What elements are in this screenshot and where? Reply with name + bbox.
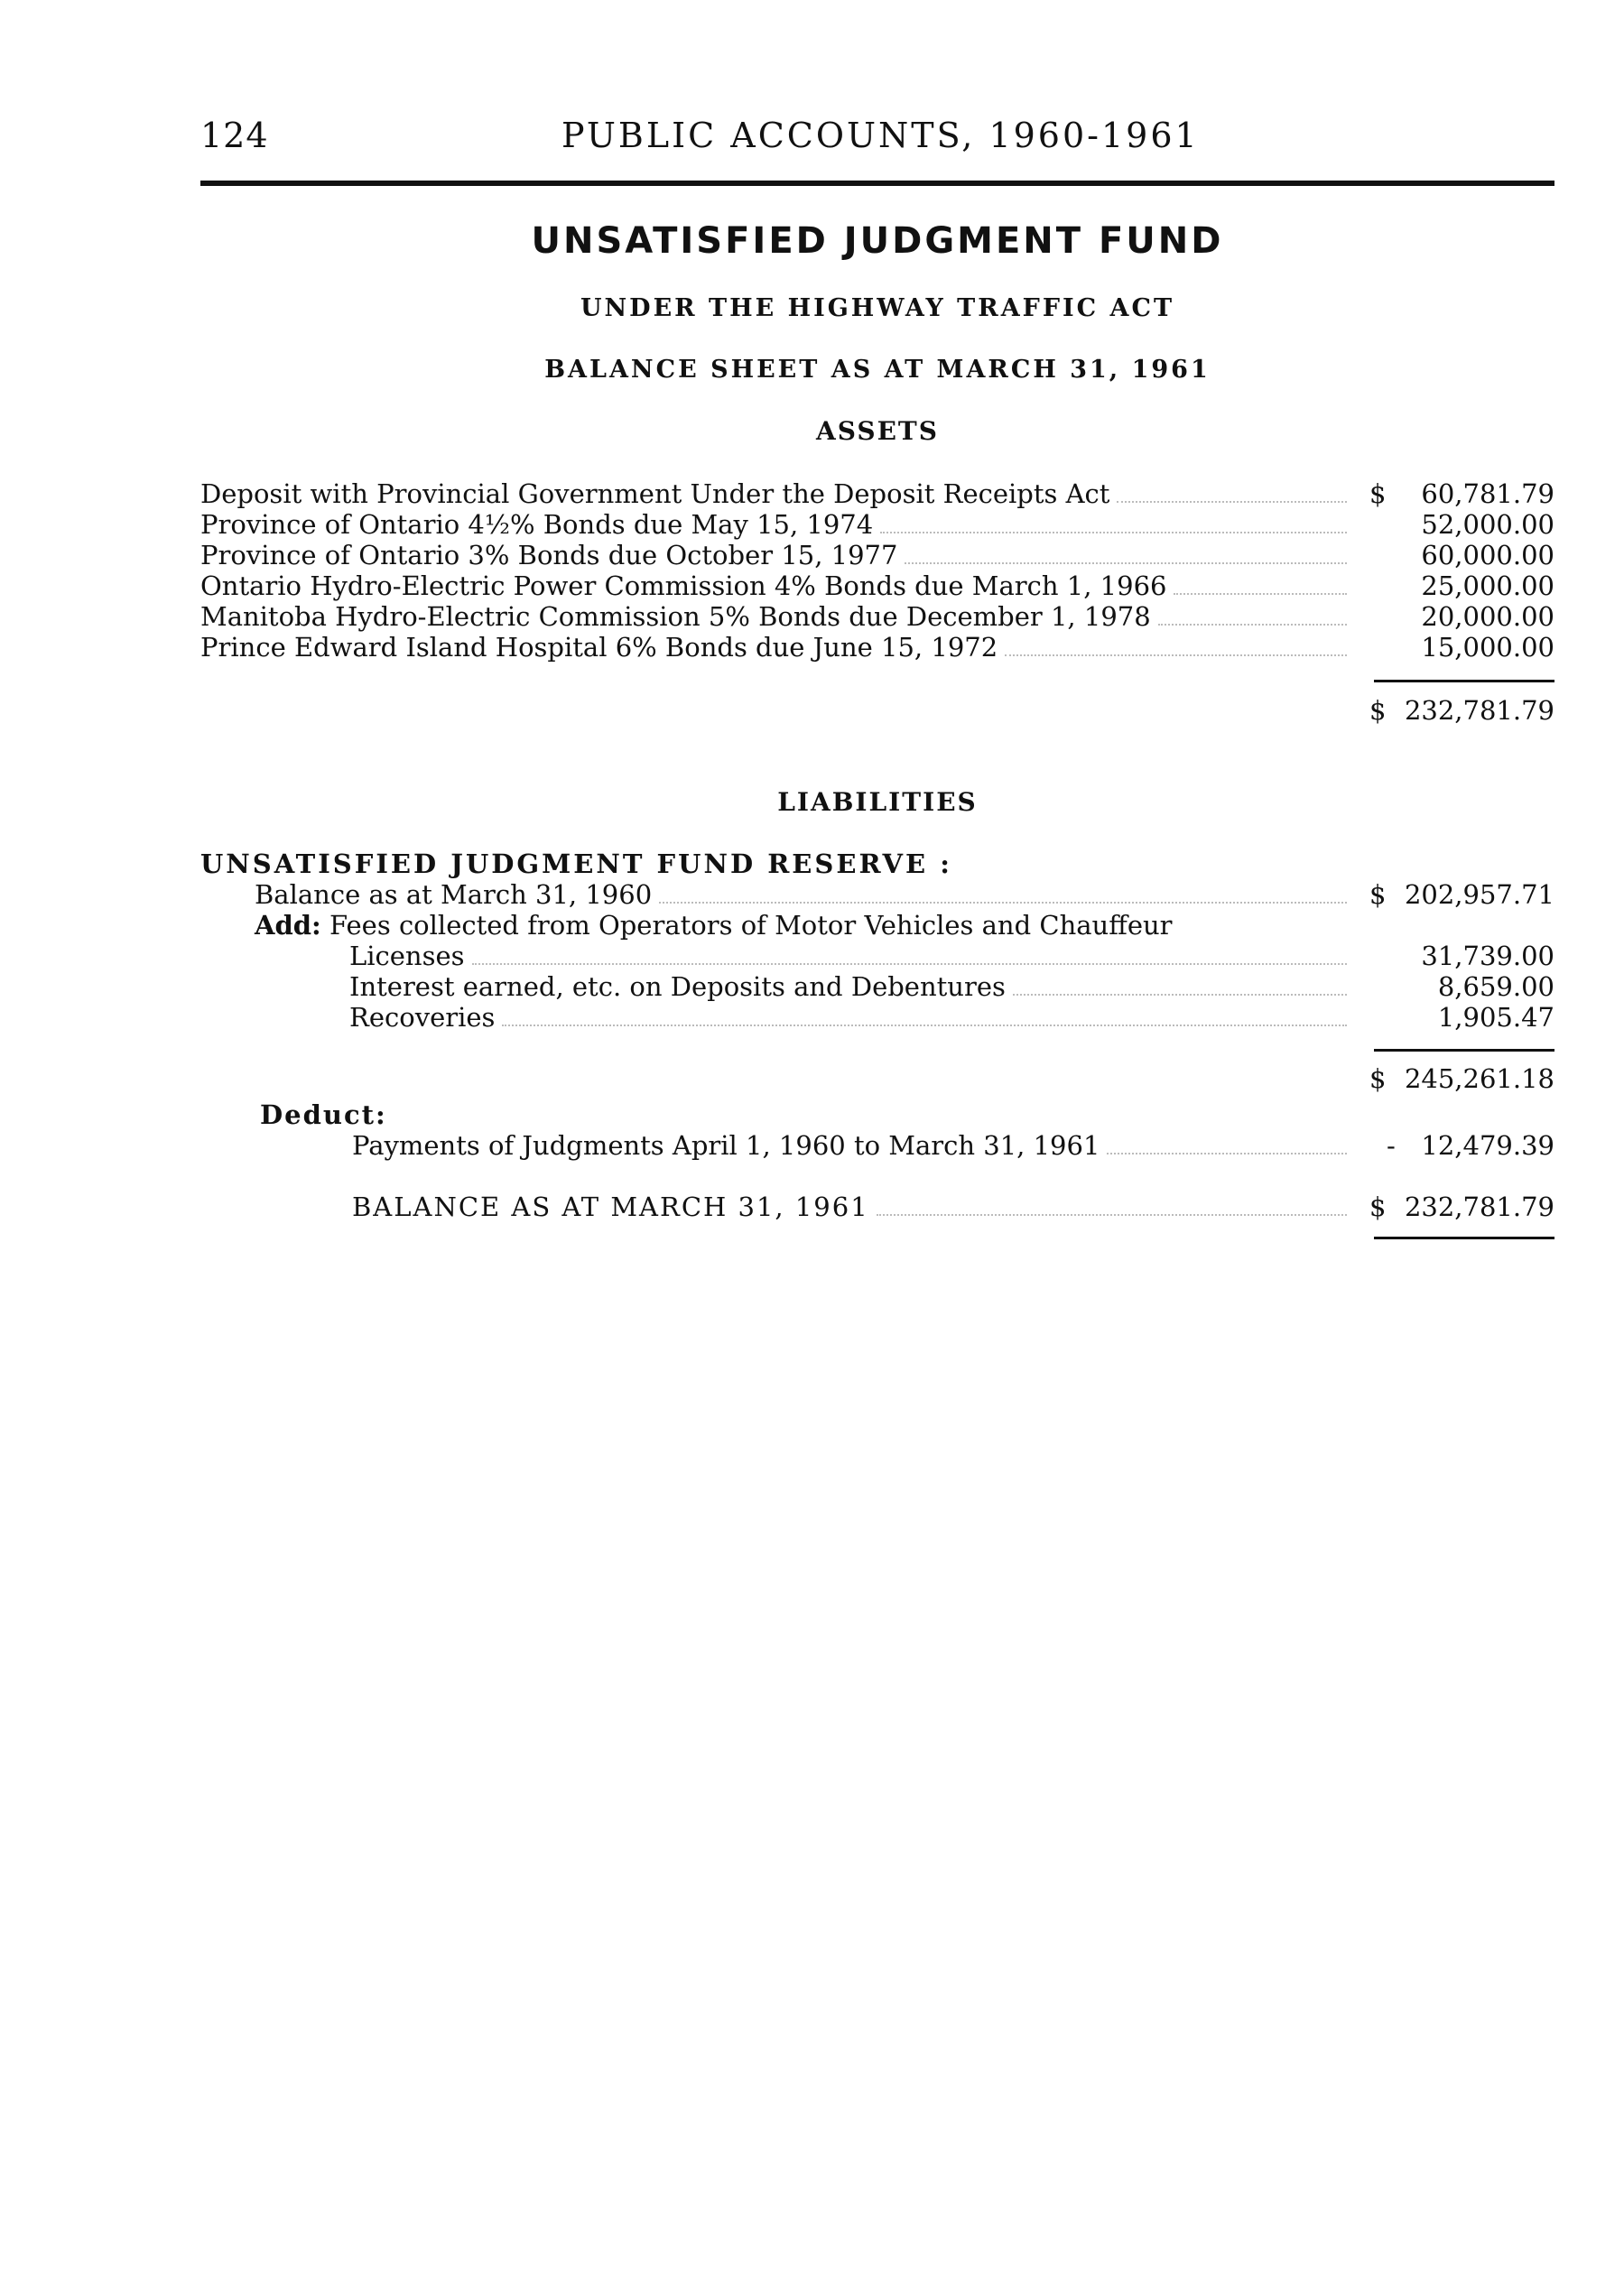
fees-amount: 31,739.00 [1421,941,1554,971]
currency-sign: $ [1369,695,1387,726]
balance-sheet-title: BALANCE SHEET AS AT MARCH 31, 1961 [544,356,1211,384]
recoveries-row [200,1002,1554,1033]
page-number: 124 [200,116,269,155]
dot-leader [502,1025,1347,1026]
payments-label: Payments of Judgments April 1, 1960 to March 31, 1961 [352,1130,1100,1161]
dot-leader [659,902,1347,904]
fees-label-line1: Fees collected from Operators of Motor Vehicles and Chauffeur [329,910,1173,941]
document-subtitle: UNDER THE HIGHWAY TRAFFIC ACT [580,294,1175,322]
header-rule [200,181,1554,186]
assets-total: 232,781.79 [1404,695,1554,726]
payments-amount: 12,479.39 [1421,1130,1554,1161]
dot-leader [880,532,1347,533]
dot-leader [1005,654,1347,656]
asset-row [200,632,1554,663]
assets-total-row [200,695,1554,726]
dot-leader [877,1214,1347,1216]
currency-sign: $ [1369,1063,1387,1094]
asset-amount: 60,781.79 [1421,478,1554,509]
asset-amount: 25,000.00 [1421,570,1554,601]
currency-sign: $ [1369,1191,1387,1222]
balance-amount: 202,957.71 [1404,879,1554,910]
recoveries-label: Recoveries [349,1002,496,1033]
balance-label: Balance as at March 31, 1960 [255,879,653,910]
page-header [200,116,1554,170]
asset-label: Province of Ontario 3% Bonds due October 15, 1977 [200,540,898,570]
dot-leader [1174,593,1347,595]
document-title: UNSATISFIED JUDGMENT FUND [531,220,1224,262]
subtotal-amount: 245,261.18 [1404,1063,1554,1094]
interest-amount: 8,659.00 [1437,971,1554,1002]
asset-row [200,478,1554,509]
balance-row [200,879,1554,910]
asset-amount: 20,000.00 [1421,601,1554,632]
interest-label: Interest earned, etc. on Deposits and Debentures [349,971,1006,1002]
minus-sign: - [1387,1130,1396,1161]
asset-row [200,570,1554,601]
final-balance-label: BALANCE AS AT MARCH 31, 1961 [352,1191,869,1222]
dot-leader [472,963,1347,965]
subtotal-rule [1374,1049,1554,1052]
asset-amount: 60,000.00 [1421,540,1554,570]
subtotal-row [200,1063,1554,1094]
asset-amount: 52,000.00 [1421,509,1554,540]
recoveries-amount: 1,905.47 [1437,1002,1554,1033]
asset-row [200,509,1554,540]
dot-leader [1107,1153,1347,1154]
currency-sign: $ [1369,879,1387,910]
fees-row-line1 [200,910,1554,941]
fees-label-line2: Licenses [349,941,465,971]
total-rule [1374,680,1554,682]
fees-row-line2 [200,941,1554,971]
final-rule [1374,1237,1554,1239]
asset-label: Prince Edward Island Hospital 6% Bonds due June 15, 1972 [200,632,998,663]
asset-label: Province of Ontario 4½% Bonds due May 15, 1974 [200,509,874,540]
assets-heading: ASSETS [816,416,939,446]
final-balance-amount: 232,781.79 [1404,1191,1554,1222]
payments-row [200,1130,1554,1161]
deduct-label: Deduct: [260,1099,387,1130]
dot-leader [905,562,1347,564]
dot-leader [1013,994,1347,996]
asset-label: Ontario Hydro-Electric Power Commission 4% Bonds due March 1, 1966 [200,570,1167,601]
asset-amount: 15,000.00 [1421,632,1554,663]
asset-label: Deposit with Provincial Government Under the Deposit Receipts Act [200,478,1110,509]
dot-leader [1117,501,1347,503]
liabilities-heading: LIABILITIES [777,787,978,817]
asset-row [200,540,1554,570]
asset-label: Manitoba Hydro-Electric Commission 5% Bonds due December 1, 1978 [200,601,1151,632]
currency-sign: $ [1369,478,1387,509]
dot-leader [1158,624,1347,626]
asset-row [200,601,1554,632]
reserve-heading: UNSATISFIED JUDGMENT FUND RESERVE : [200,848,952,879]
running-title: PUBLIC ACCOUNTS, 1960-1961 [561,116,1200,155]
add-label: Add: [255,910,321,941]
interest-row [200,971,1554,1002]
final-balance-row [200,1191,1554,1222]
